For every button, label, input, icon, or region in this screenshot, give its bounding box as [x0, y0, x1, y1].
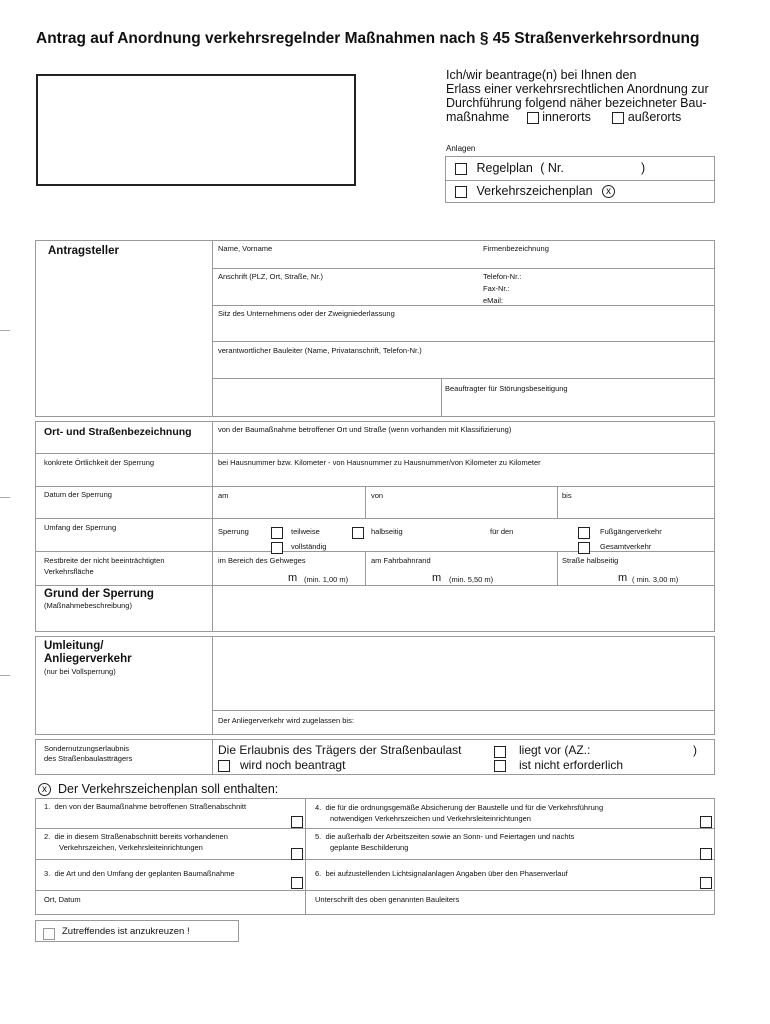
vz-item-num: 4. [315, 803, 322, 812]
halbseitig-checkbox[interactable] [352, 527, 364, 539]
divider [441, 378, 442, 417]
vzplan-label: Verkehrszeichenplan [476, 184, 593, 198]
sperrung-label: Sperrung [218, 527, 249, 536]
halbseitig-label: halbseitig [371, 527, 403, 536]
sitz-field[interactable]: Sitz des Unternehmens oder der Zweigniederlassung [218, 309, 395, 318]
footer-note: Zutreffendes ist anzukreuzen ! [62, 926, 190, 937]
regelplan-checkbox[interactable] [455, 163, 467, 175]
address-box[interactable] [36, 74, 356, 186]
vz-item-5-checkbox-wrap [700, 845, 712, 863]
liegt-label: liegt vor (AZ.: [519, 743, 591, 757]
vzplan-heading-mark: x [38, 783, 51, 796]
ausserorts-checkbox[interactable] [612, 112, 624, 124]
fussgaenger-label: Fußgängerverkehr [600, 527, 662, 536]
divider [212, 739, 213, 775]
vz-item-4 [315, 802, 603, 824]
unit-m-3: m [618, 572, 628, 584]
intro-line-3: Durchführung folgend näher bezeichneter Bau- [446, 96, 707, 110]
anlagen-divider [445, 180, 715, 181]
antragsteller-section [35, 240, 715, 417]
fahrbahnrand-label: am Fahrbahnrand [371, 556, 431, 565]
innerorts-label: innerorts [542, 110, 591, 124]
vz-item-text: den von der Baumaßnahme betroffenen Straßenabschnitt [54, 802, 247, 811]
umleitung-heading-2: Anliegerverkehr [44, 653, 132, 665]
sondernutzung-label-1: Sondernutzungserlaubnis [44, 744, 130, 753]
erlaubnis-label: Die Erlaubnis des Trägers der Straßenbaulast [218, 743, 462, 757]
regelplan-nr-label: ( Nr. [540, 161, 564, 175]
vollstaendig-checkbox-wrap [271, 539, 283, 557]
regelplan-close: ) [641, 161, 646, 175]
grund-sub: (Maßnahmebeschreibung) [44, 601, 132, 610]
innerorts-checkbox[interactable] [527, 112, 539, 124]
divider [305, 798, 306, 915]
intro-line-2: Erlass einer verkehrsrechtlichen Anordnung zur [446, 82, 709, 96]
datum-bis[interactable]: bis [562, 491, 572, 500]
page-title: Antrag auf Anordnung verkehrsregelnder Maßnahmen nach § 45 Straßenverkehrsordnung [36, 30, 700, 47]
intro-line-1: Ich/wir beantrage(n) bei Ihnen den [446, 68, 637, 82]
vz-item-num: 6. [315, 869, 322, 878]
unit-m-1: m [288, 572, 298, 584]
name-field[interactable]: Name, Vorname [218, 244, 273, 253]
divider [212, 341, 715, 342]
email-field[interactable]: eMail: [483, 296, 504, 305]
liegt-close: ) [693, 743, 697, 757]
intro-text [446, 68, 736, 124]
divider [212, 268, 715, 269]
divider [35, 453, 715, 454]
halbseitig2-label: Straße halbseitig [562, 556, 619, 565]
vz-item-2-checkbox-wrap [291, 845, 303, 863]
vz-item-6-checkbox-wrap [700, 874, 712, 892]
min1-label: (min. 1,00 m) [304, 575, 349, 584]
vz-item-5 [315, 831, 574, 853]
vz-item-text: die in diesem Straßenabschnitt bereits vorhandenen [54, 832, 228, 841]
divider [35, 585, 715, 586]
konkret-desc[interactable]: bei Hausnummer bzw. Kilometer - von Hausnummer zu Hausnummer/von Kilometer zu Kilometer [218, 458, 541, 467]
anlagen-label: Anlagen [446, 144, 476, 153]
gesamt-label: Gesamtverkehr [600, 542, 652, 551]
divider [35, 551, 715, 552]
footer-checkbox [43, 928, 55, 940]
beantragt-checkbox[interactable] [218, 760, 230, 772]
nicht-checkbox-wrap [494, 757, 506, 775]
vz-item-num: 3. [44, 869, 51, 878]
vz-item-1 [44, 802, 246, 811]
telefon-field[interactable]: Telefon-Nr.: [483, 272, 522, 281]
margin-tick [0, 675, 10, 676]
umfang-label: Umfang der Sperrung [44, 523, 117, 532]
vollstaendig-checkbox[interactable] [271, 542, 283, 554]
footer-checkbox-wrap [43, 925, 55, 943]
ort-datum-field[interactable]: Ort, Datum [44, 895, 81, 904]
divider [212, 305, 715, 306]
vz-item-num: 2. [44, 832, 51, 841]
konkret-label: konkrete Örtlichkeit der Sperrung [44, 458, 155, 467]
unit-m-2: m [432, 572, 442, 584]
gesamt-checkbox[interactable] [578, 542, 590, 554]
regelplan-label: Regelplan [476, 161, 533, 175]
vz-item-6-checkbox[interactable] [700, 877, 712, 889]
vz-item-text-2: Verkehrszeichen, Verkehrsleiteinrichtungen [59, 843, 203, 852]
vz-item-text: die für die ordnungsgemäße Absicherung der Baustelle und für die Verkehrsführung [325, 803, 604, 812]
nicht-checkbox[interactable] [494, 760, 506, 772]
vz-item-num: 5. [315, 832, 322, 841]
firma-field[interactable]: Firmenbezeichnung [483, 244, 549, 253]
divider [212, 378, 715, 379]
divider [212, 710, 715, 711]
min2-label: (min. 5,50 m) [449, 575, 494, 584]
divider [35, 486, 715, 487]
vz-item-text-2: geplante Beschilderung [330, 843, 409, 852]
bauleiter-field[interactable]: verantwortlicher Bauleiter (Name, Privatanschrift, Telefon-Nr.) [218, 346, 422, 355]
divider [212, 240, 213, 417]
divider [35, 828, 715, 829]
datum-label: Datum der Sperrung [44, 490, 112, 499]
fussgaenger-checkbox[interactable] [578, 527, 590, 539]
datum-von[interactable]: von [371, 491, 384, 500]
divider [35, 890, 715, 891]
vz-item-3-checkbox[interactable] [291, 877, 303, 889]
beantragt-checkbox-wrap [218, 757, 230, 775]
vollstaendig-label: vollständig [291, 542, 327, 551]
ort-heading: Ort- und Straßenbezeichnung [44, 426, 192, 438]
umleitung-section [35, 636, 715, 735]
vz-item-text-2: notwendigen Verkehrszeichen und Verkehrsleiteinrichtungen [330, 814, 531, 823]
divider [365, 486, 366, 518]
vz-item-2-checkbox[interactable] [291, 848, 303, 860]
divider [557, 551, 558, 585]
vzplan-mark: x [602, 185, 615, 198]
ausserorts-label: außerorts [627, 110, 682, 124]
anschrift-field[interactable]: Anschrift (PLZ, Ort, Straße, Nr.) [218, 272, 324, 281]
divider [35, 518, 715, 519]
vz-item-text: bei aufzustellenden Lichtsignalanlagen Angaben über den Phasenverlauf [325, 869, 568, 878]
teilweise-label: teilweise [291, 527, 320, 536]
margin-tick [0, 330, 10, 331]
vzplan-checkbox[interactable] [455, 186, 467, 198]
vz-item-4-checkbox[interactable] [700, 816, 712, 828]
restbreite-label-1: Restbreite der nicht beeinträchtigten [44, 556, 165, 565]
vz-item-1-checkbox-wrap [291, 813, 303, 831]
vz-item-3 [44, 869, 235, 878]
antragsteller-heading: Antragsteller [48, 245, 119, 257]
vz-item-6 [315, 869, 568, 878]
divider [35, 859, 715, 860]
margin-tick [0, 497, 10, 498]
gehweg-label: im Bereich des Gehweges [218, 556, 306, 565]
unterschrift-field[interactable]: Unterschrift des oben genannten Bauleiters [315, 895, 460, 904]
min3-label: ( min. 3,00 m) [632, 575, 679, 584]
intro-line-4 [446, 110, 736, 124]
vz-item-1-checkbox[interactable] [291, 816, 303, 828]
grund-heading: Grund der Sperrung [44, 588, 154, 600]
divider [365, 551, 366, 585]
umleitung-sub: (nur bei Vollsperrung) [44, 667, 116, 676]
teilweise-checkbox[interactable] [271, 527, 283, 539]
vzplan-row [455, 184, 615, 198]
restbreite-label-2: Verkehrsfläche [44, 567, 94, 576]
divider [212, 636, 213, 735]
fuer-den-label: für den [490, 527, 514, 536]
divider [557, 486, 558, 518]
liegt-checkbox[interactable] [494, 746, 506, 758]
gesamt-checkbox-wrap [578, 539, 590, 557]
datum-am[interactable]: am [218, 491, 229, 500]
regelplan-row [455, 161, 564, 175]
anlieger-field[interactable]: Der Anliegerverkehr wird zugelassen bis: [218, 716, 354, 725]
nicht-label: ist nicht erforderlich [519, 758, 624, 772]
halbseitig-checkbox-wrap [352, 524, 364, 542]
beantragt-label: wird noch beantragt [240, 758, 346, 772]
ort-desc[interactable]: von der Baumaßnahme betroffener Ort und Straße (wenn vorhanden mit Klassifizierung) [218, 425, 512, 434]
vz-item-3-checkbox-wrap [291, 874, 303, 892]
intro-line-4-text: maßnahme [446, 110, 510, 124]
umleitung-heading-1: Umleitung/ [44, 640, 104, 652]
sondernutzung-label-2: des Straßenbaulastträgers [44, 754, 133, 763]
vz-item-text: die Art und den Umfang der geplanten Baumaßnahme [54, 869, 235, 878]
vz-item-4-checkbox-wrap [700, 813, 712, 831]
vz-item-5-checkbox[interactable] [700, 848, 712, 860]
fax-field[interactable]: Fax-Nr.: [483, 284, 510, 293]
vzplan-heading: Der Verkehrszeichenplan soll enthalten: [58, 782, 279, 796]
vz-item-2 [44, 831, 228, 853]
vz-item-text: die außerhalb der Arbeitszeiten sowie an Sonn- und Feiertagen und nachts [325, 832, 575, 841]
stoerung-field[interactable]: Beauftragter für Störungsbeseitigung [445, 384, 568, 393]
vz-item-num: 1. [44, 802, 51, 811]
